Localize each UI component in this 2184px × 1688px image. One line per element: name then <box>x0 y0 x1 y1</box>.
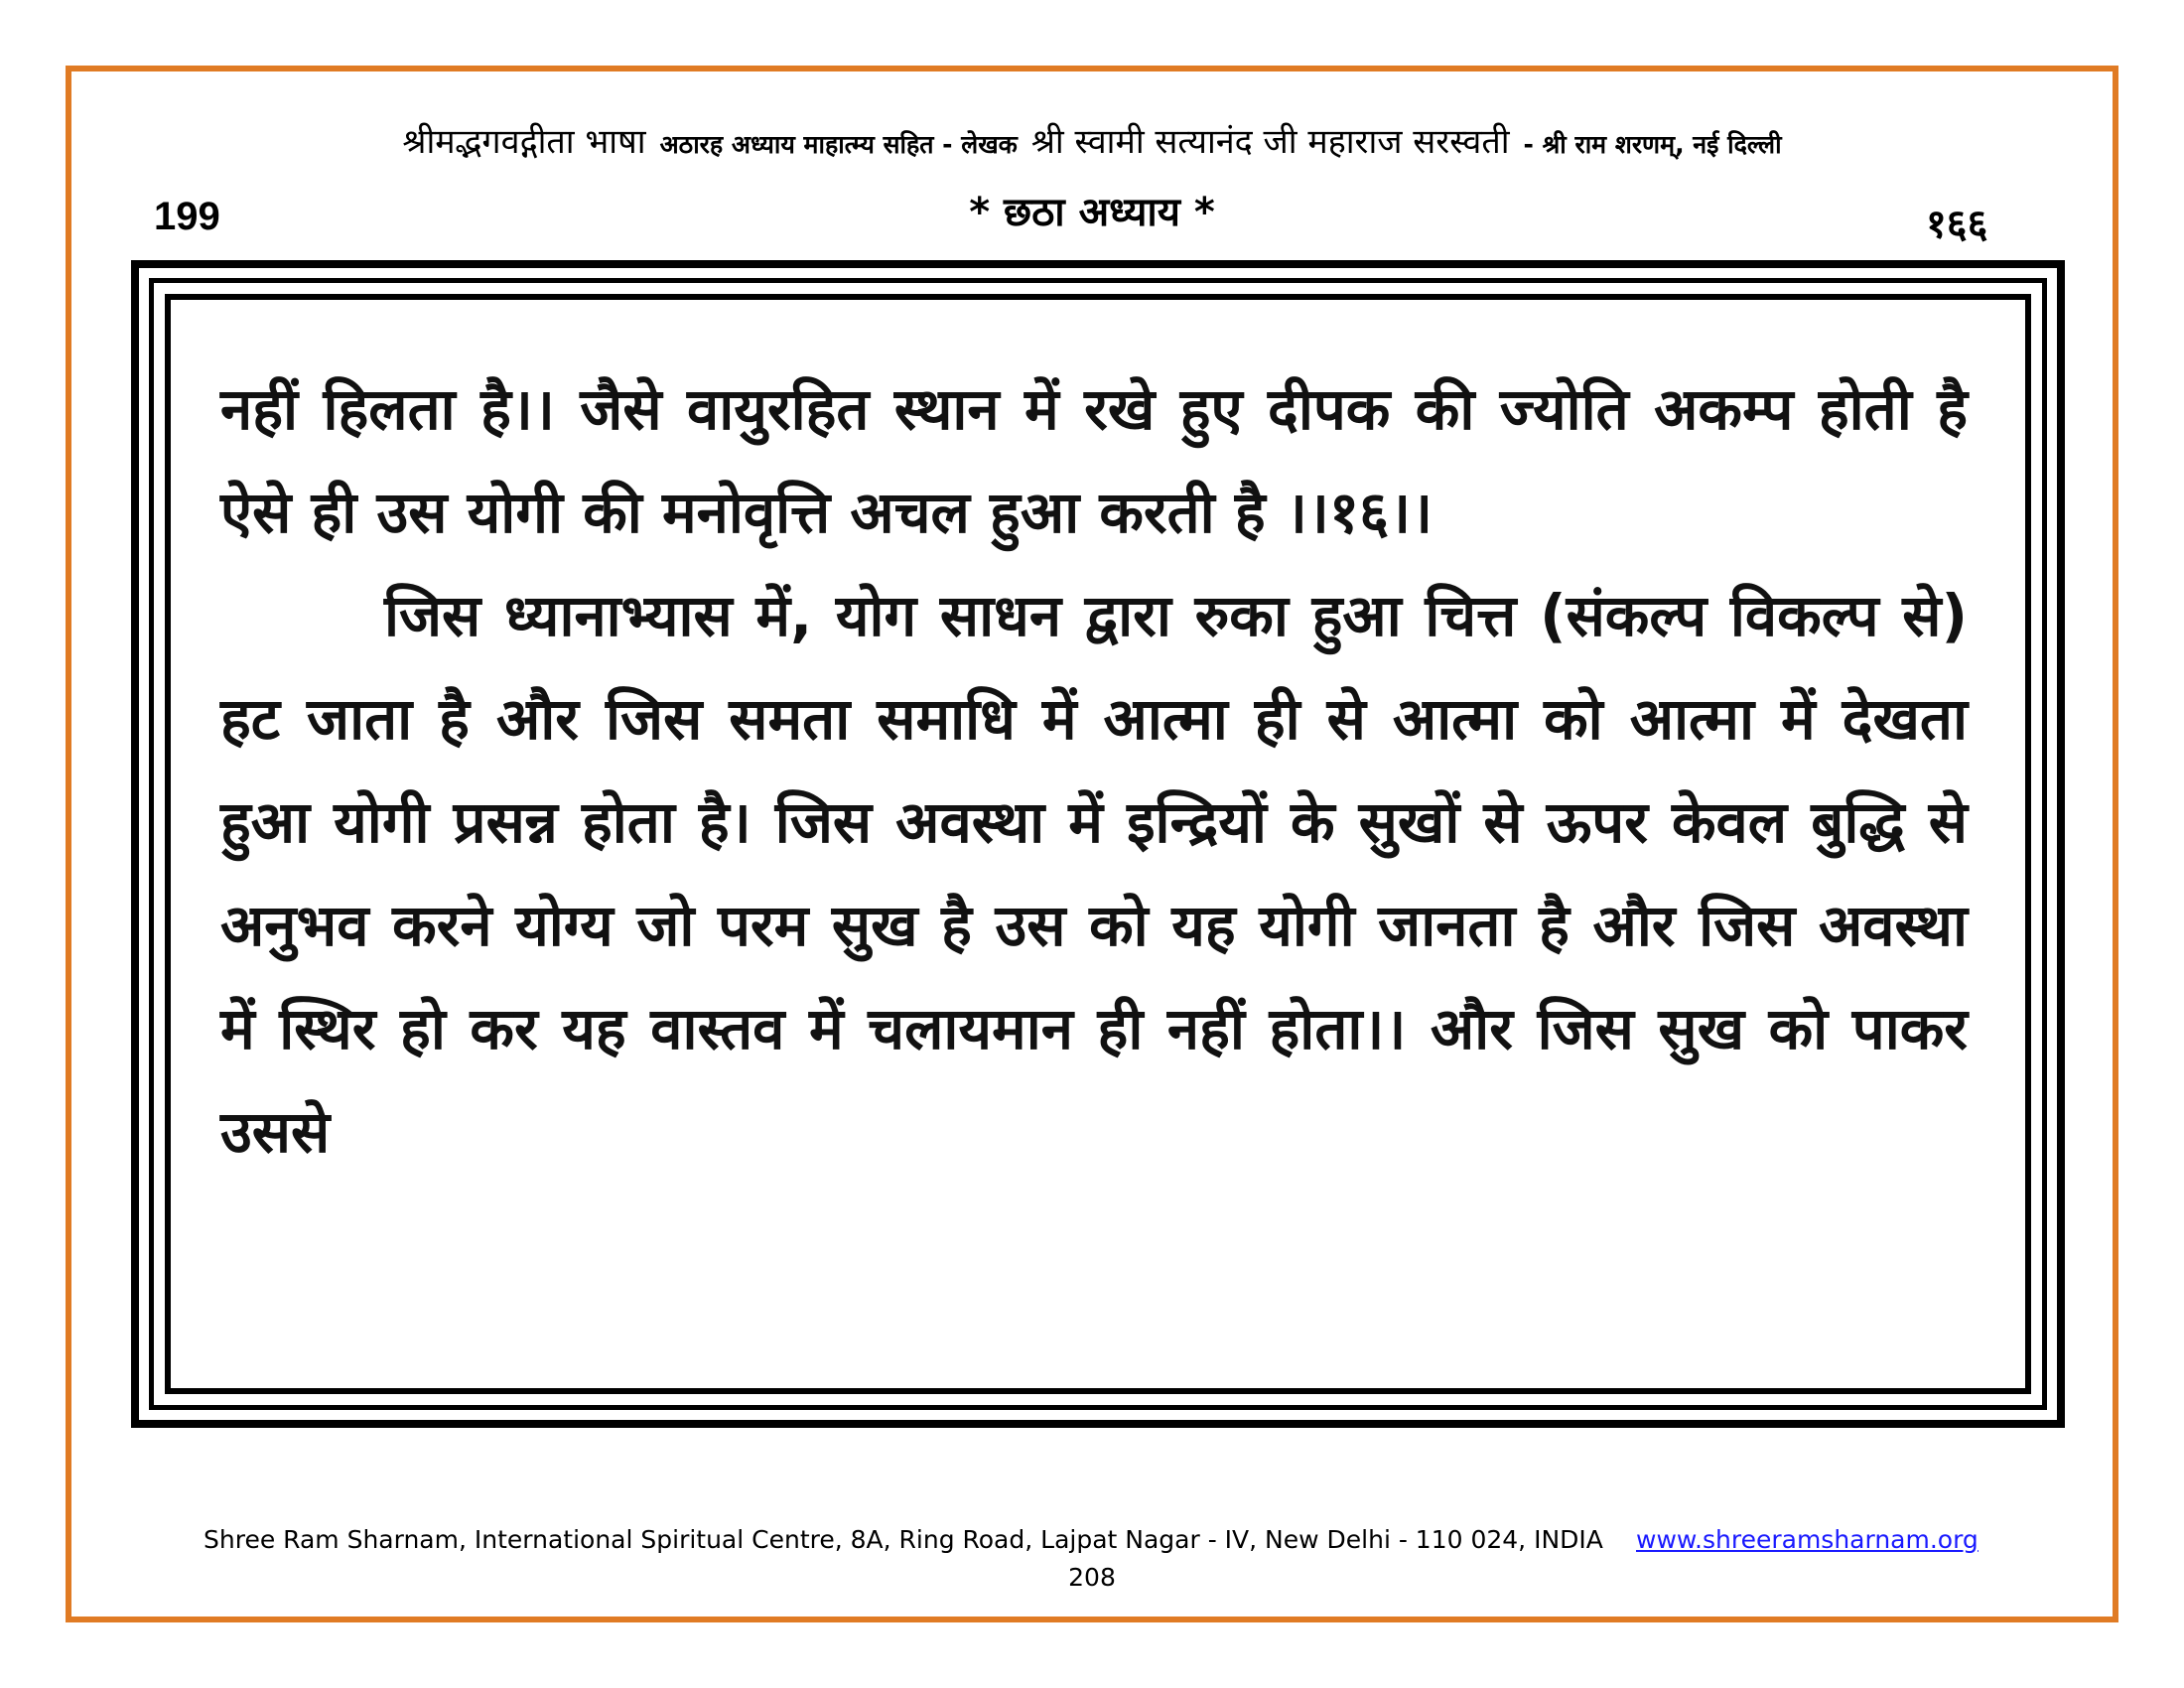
paragraph-verse-16: नहीं हिलता है।। जैसे वायुरहित स्थान में रखे हुए दीपक की ज्योति अकम्प होती है ऐसे ही उस योगी की मनोवृत्ति अचल हुआ करती है ।।१६।। <box>220 375 1968 546</box>
footer-page-number: 208 <box>1068 1563 1116 1592</box>
body-text <box>220 357 1968 1184</box>
author-name: श्री स्वामी सत्यानंद जी महाराज सरस्वती <box>1030 122 1510 162</box>
chapter-title: * छठा अध्याय * <box>969 190 1215 235</box>
publisher-name: - श्री राम शरणम्, नई दिल्ली <box>1523 130 1782 159</box>
book-title: श्रीमद्भगवद्गीता भाषा <box>402 122 646 162</box>
paragraph-verse-20: जिस ध्यानाभ्यास में, योग साधन द्वारा रुका हुआ चित्त (संकल्प विकल्प से) हट जाता है और जिस समता समाधि में आत्मा ही से आत्मा को आत्मा में देखता हुआ योगी प्रसन्न होता है। जिस अवस्था में इन्द्रियों के सुखों से ऊपर केवल बुद्धि से अनुभव करने योग्य जो परम सुख है उस को यह योगी जानता है और जिस अवस्था में स्थिर हो कर यह वास्तव में चलायमान ही नहीं होता।। और जिस सुख को पाकर उससे <box>220 582 1968 1166</box>
website-link[interactable]: www.shreeramsharnam.org <box>1636 1525 1979 1554</box>
page-number-right: १६६ <box>1926 202 1988 247</box>
book-subtitle: अठारह अध्याय माहात्म्य सहित - लेखक <box>659 130 1018 159</box>
running-header <box>109 117 2075 167</box>
footer-address: Shree Ram Sharnam, International Spiritual Centre, 8A, Ring Road, Lajpat Nagar - IV, New Delhi - 110 024, INDIA <box>204 1525 1603 1554</box>
page-number-left: 199 <box>154 195 220 238</box>
